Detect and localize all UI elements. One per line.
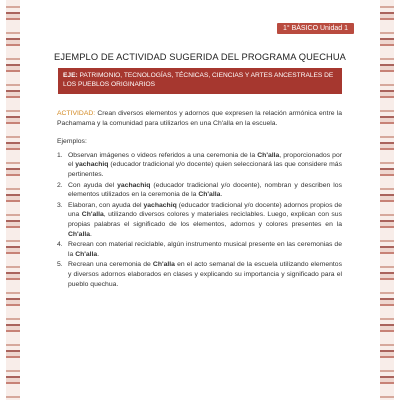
example-item [57, 181, 342, 200]
decorative-border-right [380, 0, 394, 400]
example-text: . [90, 230, 92, 238]
examples-list [57, 151, 342, 289]
example-text: , proporcionados por el [68, 151, 342, 169]
example-text: Observan imágenes o videos referidos a una ceremonia de la [68, 151, 258, 159]
example-term: Ch'alla [198, 191, 221, 199]
grade-unit-badge: 1° BÁSICO Unidad 1 [277, 23, 354, 34]
activity-paragraph [57, 109, 342, 128]
example-term: yachachiq [117, 181, 151, 189]
eje-text: PATRIMONIO, TECNOLOGÍAS, TÉCNICAS, CIENCIAS Y ARTES ANCESTRALES DE LOS PUEBLOS ORIGINARIOS [63, 72, 334, 89]
example-text: Con ayuda del [68, 181, 118, 189]
activity-text: Crean diversos elementos y adornos que expresen la relación armónica entre la Pachamama y la comunidad para utilizarlos en una Ch'alla en la escuela. [57, 110, 342, 127]
example-term: yachachiq [143, 201, 177, 209]
example-text: Elaboran, con ayuda del [68, 201, 144, 209]
example-term: yachachiq [75, 161, 109, 169]
example-number: 5. [57, 261, 63, 269]
decorative-border-left [6, 0, 20, 400]
example-text: . [97, 250, 100, 258]
example-text: , utilizando diversos colores y materiales reciclables. Luego, explican con sus propias palabras el significado de los elementos, adornos y colores presentes en la [68, 211, 342, 228]
example-term: Ch'alla [75, 250, 98, 258]
example-number: 1. [57, 151, 63, 159]
example-item [57, 240, 342, 259]
example-text: (educador tradicional y/o docente) quien seleccionará las que considere más pertinentes. [68, 161, 342, 178]
example-number: 2. [57, 181, 63, 189]
example-term: Ch'alla [152, 261, 175, 269]
example-text: (educador tradicional y/o docente) adornos propios de una [68, 201, 342, 219]
example-term: Ch'alla [257, 151, 280, 159]
eje-label: EJE: [63, 72, 78, 79]
example-number: 4. [57, 241, 63, 249]
example-term: Ch'alla [81, 211, 104, 219]
example-text: Recrean una ceremonia de [68, 261, 153, 269]
activity-label: ACTIVIDAD: [57, 110, 96, 117]
example-text: . [220, 191, 223, 199]
main-content [57, 109, 342, 290]
example-item [57, 201, 342, 239]
example-text: en el acto semanal de la escuela utilizando elementos y diversos adornos elaborados en clases y explicando su importancia y significado para el pueblo quechua. [68, 261, 342, 288]
example-number: 3. [57, 201, 63, 209]
example-text: Recrean con material reciclable, algún instrumento musical presente en las ceremonias de la [68, 241, 342, 258]
examples-title: Ejemplos: [57, 138, 87, 146]
example-item [57, 151, 342, 180]
example-item [57, 260, 342, 289]
example-text: (educador tradicional y/o docente), nombran y describen los elementos utilizados en la ceremonia de la [68, 181, 342, 199]
eje-banner [58, 68, 342, 94]
example-term: Ch'alla [68, 230, 91, 238]
page-title: EJEMPLO DE ACTIVIDAD SUGERIDA DEL PROGRAMA QUECHUA [54, 52, 346, 62]
